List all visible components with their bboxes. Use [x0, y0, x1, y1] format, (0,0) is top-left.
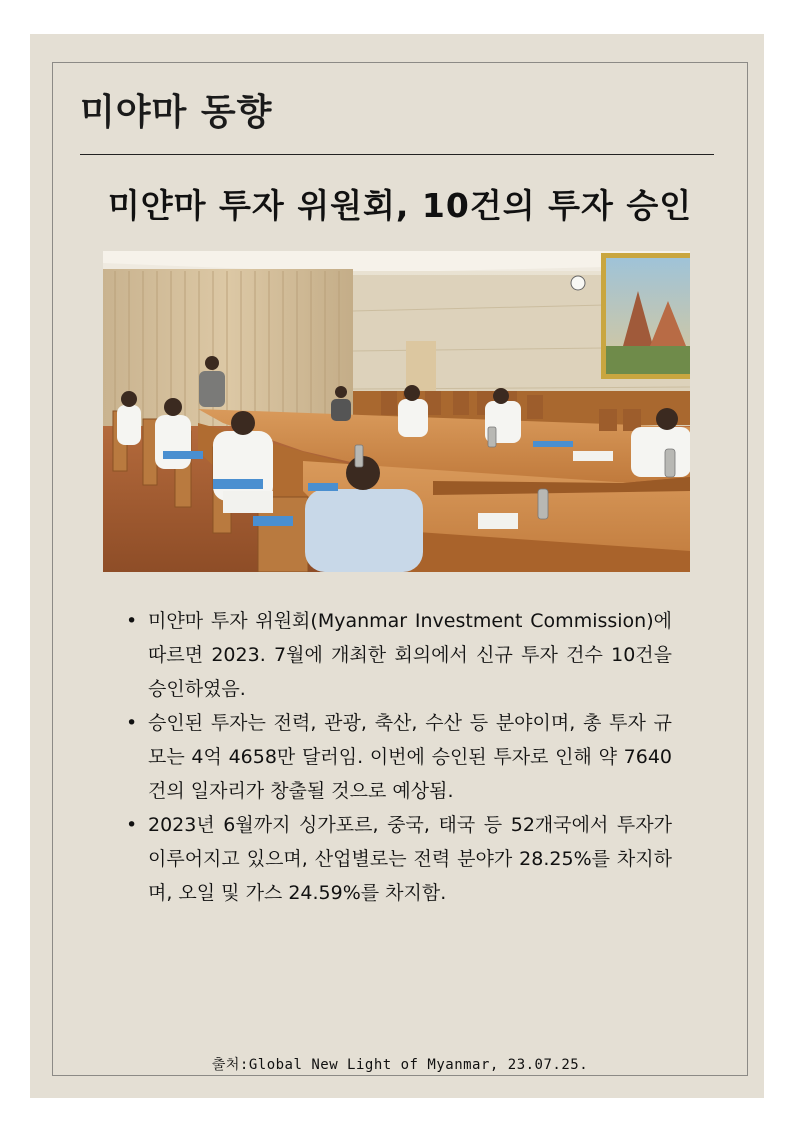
bullet-item [126, 706, 672, 808]
bullet-item [126, 604, 672, 706]
bullet-glyph: • [126, 814, 138, 836]
bullet-list [126, 604, 672, 910]
bullet-text: 2023년 6월까지 싱가포르, 중국, 태국 등 52개국에서 투자가 이루어지고 있으며, 산업별로는 전력 분야가 28.25%를 차지하며, 오일 및 가스 24.59%를 차지함. [148, 814, 672, 904]
bullet-glyph: • [126, 712, 138, 734]
source-citation: 출처:Global New Light of Myanmar, 23.07.25. [211, 1057, 589, 1073]
title-divider [80, 154, 714, 155]
meeting-photo [103, 251, 690, 572]
section-title: 미야마 동향 [80, 92, 273, 133]
article-headline: 미얀마 투자 위원회, 10건의 투자 승인 [107, 186, 693, 225]
bullet-text: 승인된 투자는 전력, 관광, 축산, 수산 등 분야이며, 총 투자 규모는 4억 4658만 달러임. 이번에 승인된 투자로 인해 약 7640건의 일자리가 창출될 것으로 예상됨. [148, 712, 672, 802]
bullet-text: 미얀마 투자 위원회(Myanmar Investment Commission)에 따르면 2023. 7월에 개최한 회의에서 신규 투자 건수 10건을 승인하였음. [148, 610, 672, 700]
bullet-item [126, 808, 672, 910]
bullet-glyph: • [126, 610, 138, 632]
